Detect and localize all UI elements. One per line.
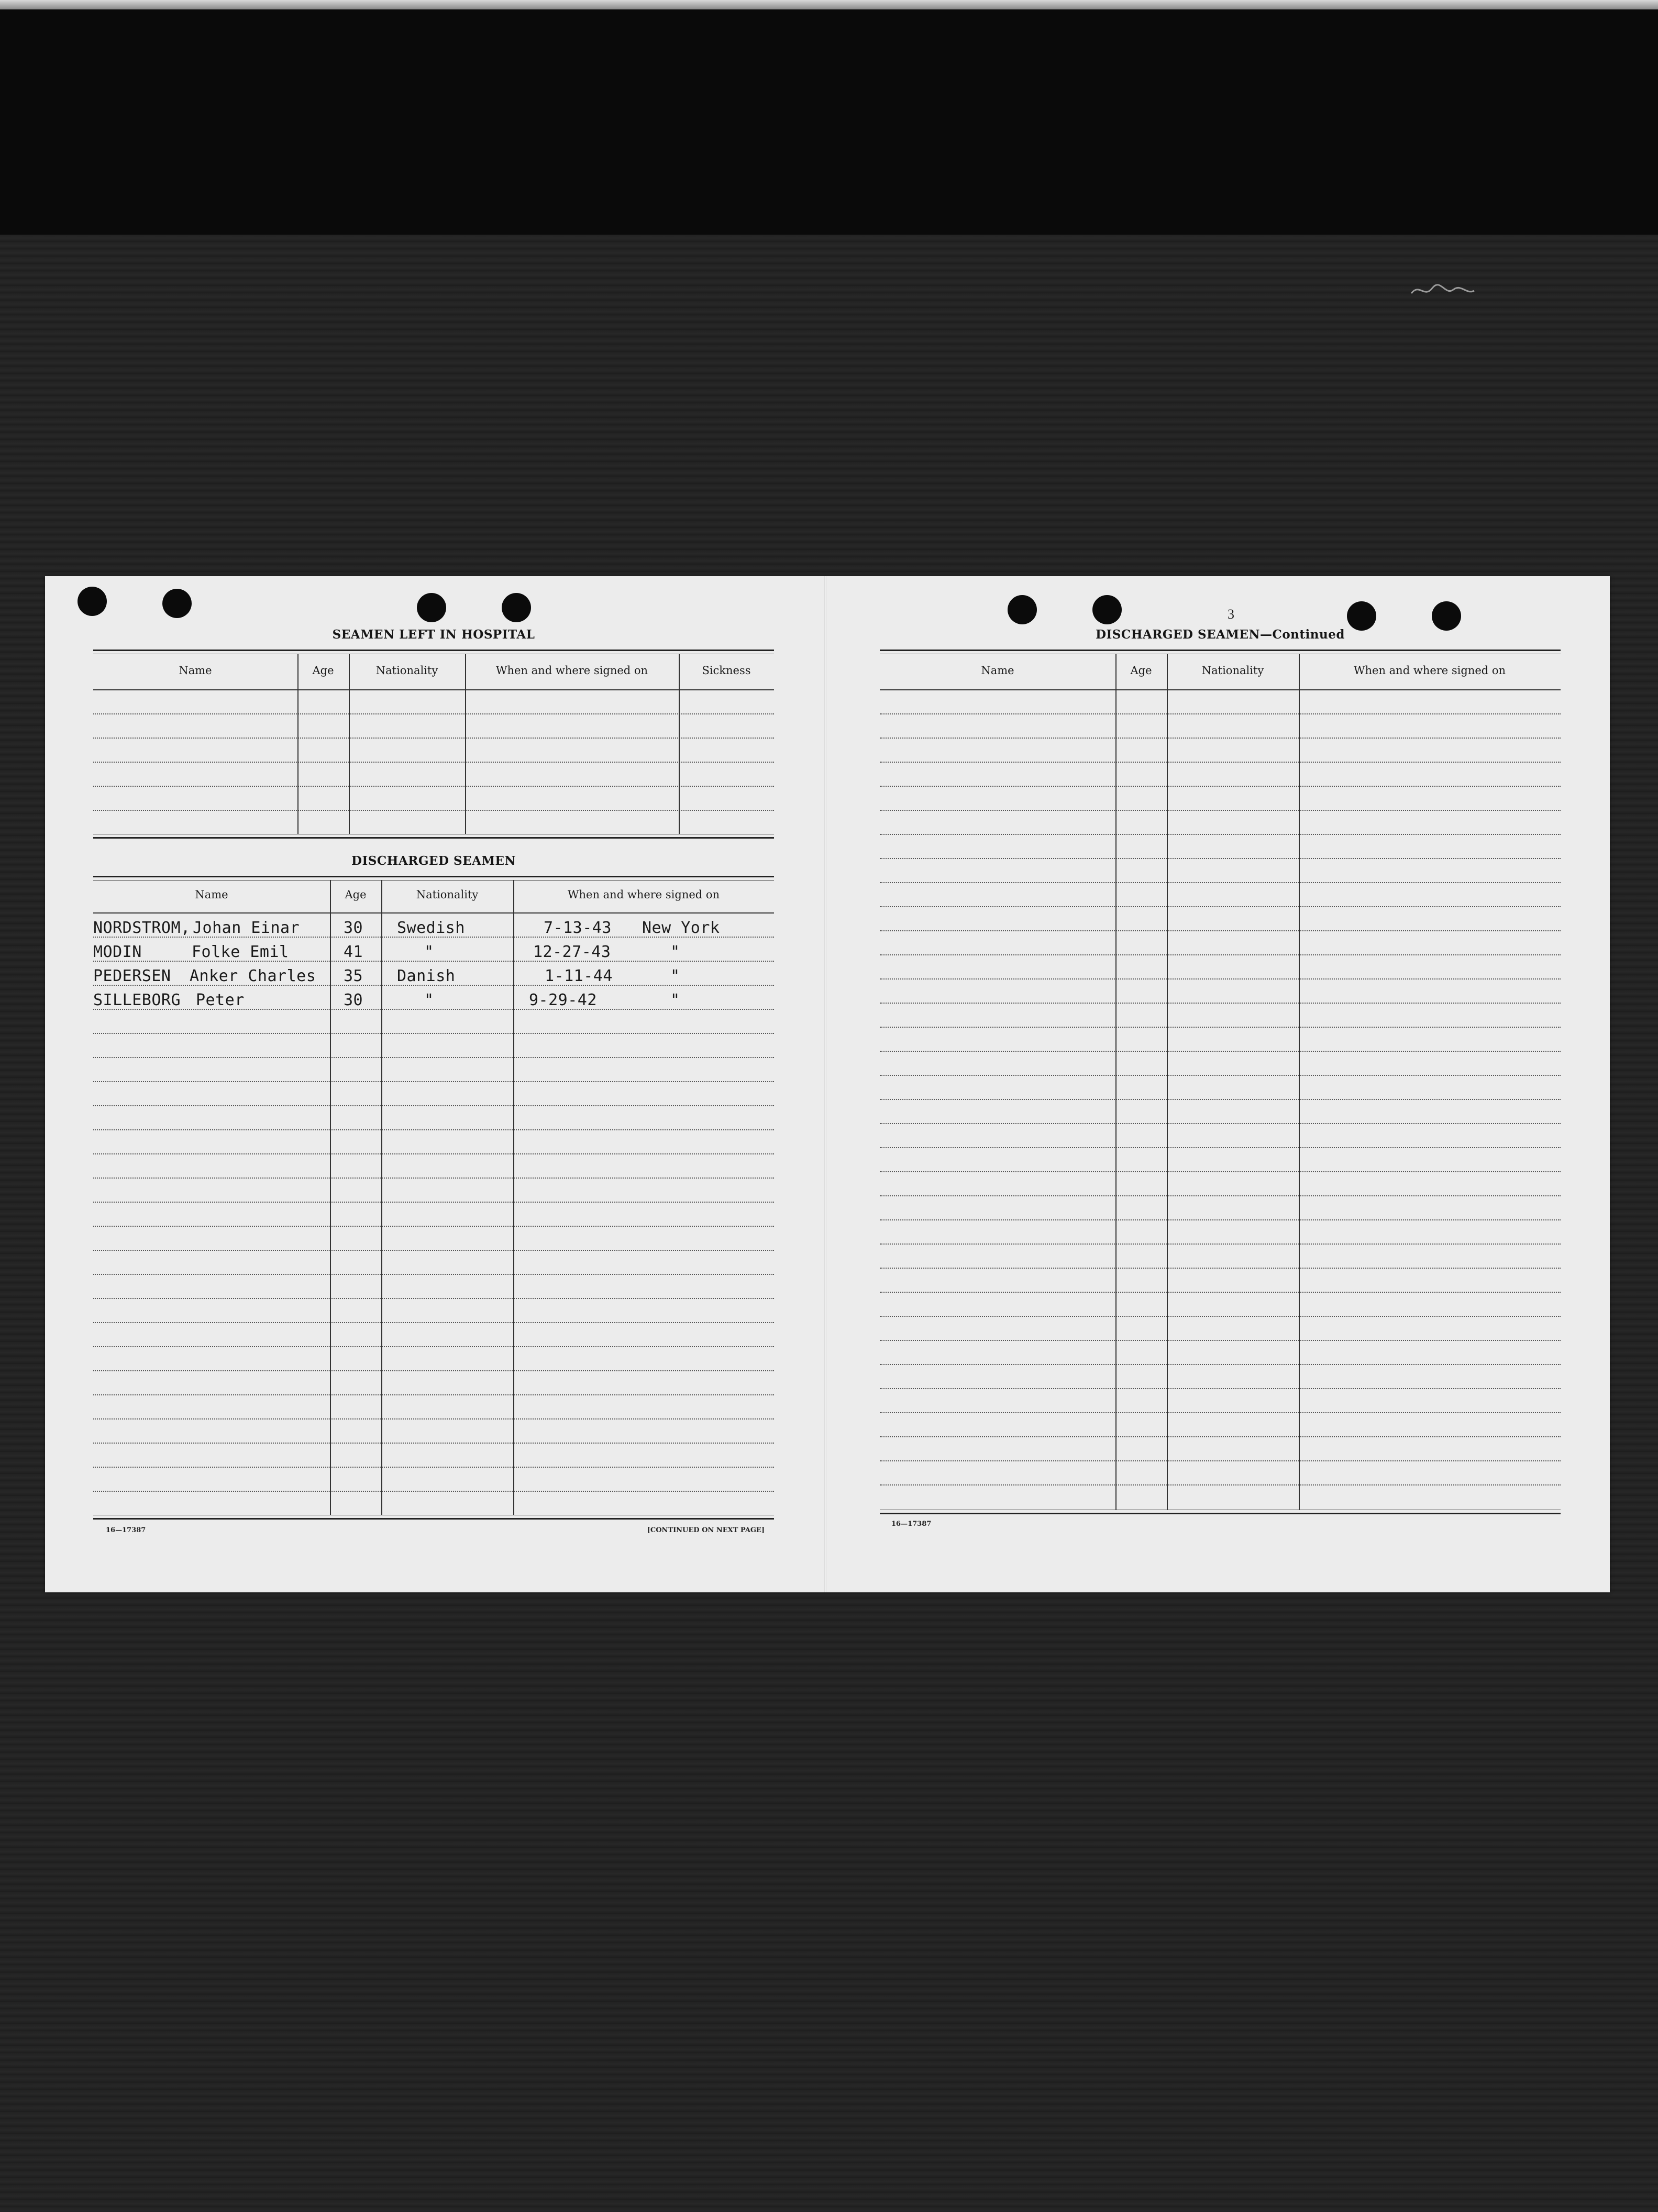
- signed-on-place: ": [670, 991, 680, 1009]
- ruled-line: [880, 1340, 1561, 1341]
- ruled-line: [93, 1177, 774, 1179]
- ruled-line: [93, 1057, 774, 1058]
- ruled-line: [880, 834, 1561, 835]
- ruled-line: [93, 1394, 774, 1395]
- ruled-line: [880, 762, 1561, 763]
- ruled-line: [880, 1075, 1561, 1076]
- ruled-line: [880, 1243, 1561, 1245]
- ruled-line: [880, 1292, 1561, 1293]
- ruled-line: [880, 1268, 1561, 1269]
- seaman-nationality: ": [424, 991, 434, 1009]
- signed-on-place: ": [670, 967, 680, 985]
- ruled-line: [93, 1443, 774, 1444]
- seaman-given-name: Peter: [196, 991, 245, 1009]
- col-name: Name: [179, 664, 212, 677]
- ruled-line: [93, 1274, 774, 1275]
- ruled-line: [93, 1153, 774, 1154]
- ruled-line: [93, 1322, 774, 1323]
- ruled-line: [880, 978, 1561, 980]
- ruled-line: [880, 906, 1561, 907]
- ruled-line: [880, 738, 1561, 739]
- ruled-line: [880, 1412, 1561, 1413]
- ruled-line: [880, 1051, 1561, 1052]
- ruled-line: [93, 1370, 774, 1371]
- ruled-line: [93, 985, 774, 986]
- ruled-line: [880, 1147, 1561, 1148]
- seaman-age: 35: [344, 967, 363, 985]
- signed-on-date: 12-27-43: [533, 943, 611, 961]
- ruled-line: [93, 1298, 774, 1299]
- col-signed-on: When and where signed on: [495, 664, 648, 677]
- ruled-line: [880, 713, 1561, 714]
- col-age: Age: [312, 664, 334, 677]
- ruled-line: [880, 930, 1561, 931]
- punch-hole: [1008, 595, 1037, 624]
- film-edge: [0, 0, 1658, 9]
- col-name: Name: [195, 888, 228, 901]
- ruled-line: [880, 882, 1561, 883]
- ruled-line: [880, 1003, 1561, 1004]
- ruled-line: [880, 1099, 1561, 1100]
- punch-hole: [502, 593, 531, 622]
- ruled-line: [880, 1316, 1561, 1317]
- scratch-mark: [1409, 280, 1477, 301]
- ruled-line: [93, 1418, 774, 1419]
- ruled-line: [93, 1033, 774, 1034]
- ledger-spread: [45, 576, 1610, 1592]
- col-signed-on: When and where signed on: [1353, 664, 1506, 677]
- col-age: Age: [345, 888, 367, 901]
- ruled-line: [880, 786, 1561, 787]
- ruled-line: [93, 1250, 774, 1251]
- punch-hole: [78, 587, 107, 616]
- punch-hole: [1092, 595, 1122, 624]
- punch-hole: [1432, 601, 1461, 631]
- page-fold: [824, 576, 826, 1592]
- ruled-line: [93, 937, 774, 938]
- ruled-line: [880, 1123, 1561, 1124]
- discharged-continued-title: [880, 628, 1561, 642]
- seaman-surname: MODIN: [93, 943, 142, 961]
- punch-hole: [417, 593, 446, 622]
- ruled-line: [93, 1467, 774, 1468]
- ruled-line: [93, 1346, 774, 1347]
- seaman-age: 30: [344, 919, 363, 937]
- ruled-line: [93, 1202, 774, 1203]
- section-title: DISCHARGED SEAMEN: [1096, 628, 1261, 642]
- seaman-given-name: Folke Emil: [192, 943, 289, 961]
- col-name: Name: [981, 664, 1014, 677]
- ruled-line: [93, 961, 774, 962]
- col-age: Age: [1130, 664, 1152, 677]
- ruled-line: [880, 1388, 1561, 1389]
- seaman-age: 30: [344, 991, 363, 1009]
- seaman-nationality: Danish: [397, 967, 456, 985]
- discharged-section-title: DISCHARGED SEAMEN: [351, 854, 516, 868]
- page-number: 3: [1228, 607, 1234, 622]
- seaman-surname: PEDERSEN: [93, 967, 171, 985]
- ruled-line: [880, 1484, 1561, 1485]
- signed-on-date: 7-13-43: [544, 919, 612, 937]
- signed-on-date: 1-11-44: [545, 967, 613, 985]
- punch-hole: [1347, 601, 1376, 631]
- ruled-line: [880, 1460, 1561, 1461]
- continued-suffix: —Continued: [1260, 628, 1345, 642]
- ruled-line: [93, 1226, 774, 1227]
- ruled-line: [93, 1105, 774, 1106]
- seaman-nationality: ": [424, 943, 434, 961]
- col-sickness: Sickness: [702, 664, 751, 677]
- seaman-nationality: Swedish: [397, 919, 465, 937]
- ruled-line: [880, 1219, 1561, 1220]
- film-border: [0, 9, 1658, 235]
- col-signed-on: When and where signed on: [567, 888, 720, 901]
- ruled-line: [880, 954, 1561, 955]
- ruled-line: [93, 1009, 774, 1010]
- ruled-line: [880, 810, 1561, 811]
- seaman-given-name: Anker Charles: [190, 967, 316, 985]
- continued-note: [CONTINUED ON NEXT PAGE]: [647, 1526, 765, 1534]
- hospital-section-title: SEAMEN LEFT IN HOSPITAL: [332, 628, 535, 642]
- ruled-line: [93, 1081, 774, 1082]
- col-nationality: Nationality: [375, 664, 438, 677]
- ruled-line: [880, 1027, 1561, 1028]
- signed-on-place: New York: [642, 919, 720, 937]
- ruled-line: [93, 1129, 774, 1130]
- ruled-line: [880, 1436, 1561, 1437]
- form-number: 16—17387: [106, 1526, 146, 1534]
- col-nationality: Nationality: [416, 888, 479, 901]
- ruled-line: [93, 1491, 774, 1492]
- seaman-age: 41: [344, 943, 363, 961]
- signed-on-place: ": [670, 943, 680, 961]
- punch-hole: [162, 589, 192, 618]
- seaman-given-name: Johan Einar: [193, 919, 300, 937]
- ruled-line: [880, 858, 1561, 859]
- ruled-line: [880, 1195, 1561, 1196]
- seaman-surname: SILLEBORG: [93, 991, 181, 1009]
- col-nationality: Nationality: [1201, 664, 1264, 677]
- seaman-surname: NORDSTROM,: [93, 919, 191, 937]
- signed-on-date: 9-29-42: [529, 991, 597, 1009]
- form-number: 16—17387: [891, 1520, 932, 1528]
- ruled-line: [880, 1364, 1561, 1365]
- ruled-line: [880, 1171, 1561, 1172]
